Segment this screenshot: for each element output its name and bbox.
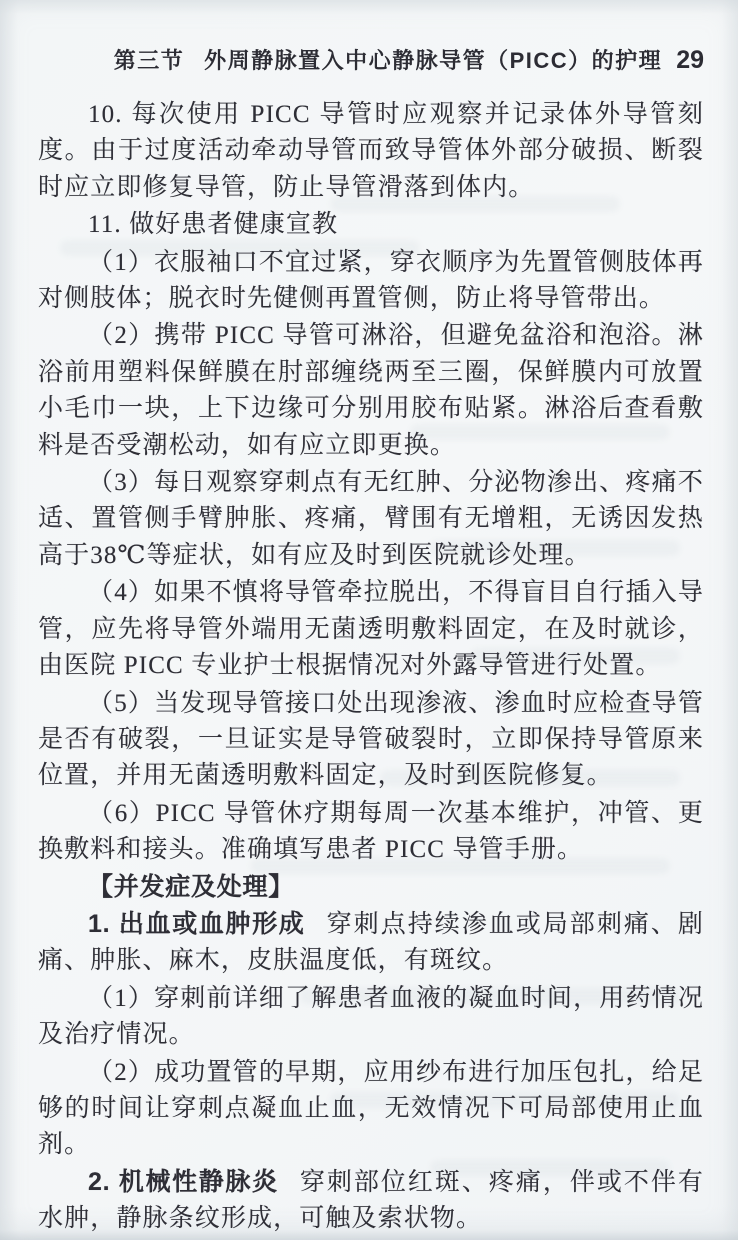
para-complication-2 — [38, 1164, 704, 1238]
para-complication-1-sub-2 — [38, 1054, 704, 1164]
para-sub-4 — [38, 574, 704, 684]
chapter-title: 外周静脉置入中心静脉导管（PICC）的护理 — [204, 48, 663, 73]
para-complication-1-sub-1 — [38, 980, 704, 1054]
para-complication-1 — [38, 906, 704, 980]
para-text: （1）穿刺前详细了解患者血液的凝血时间，用药情况及治疗情况。 — [38, 984, 704, 1049]
page-number: 29 — [676, 46, 704, 74]
para-text: （6）PICC 导管休疗期每周一次基本维护，冲管、更换敷料和接头。准确填写患者 PICC 导管手册。 — [38, 799, 704, 864]
para-text: （2）成功置管的早期，应用纱布进行加压包扎，给足够的时间让穿刺点凝血止血，无效情况下可局部使用止血剂。 — [38, 1058, 704, 1159]
para-text: （5）当发现导管接口处出现渗液、渗血时应检查导管是否有破裂，一旦证实是导管破裂时，立即保持导管原来位置，并用无菌透明敷料固定，及时到医院修复。 — [38, 689, 704, 790]
complication-title: 1. 出血或血肿形成 — [88, 909, 306, 938]
section-number: 第三节 — [113, 48, 185, 73]
para-sub-2 — [38, 317, 704, 464]
complication-title: 2. 机械性静脉炎 — [88, 1167, 279, 1196]
para-text: （3）每日观察穿刺点有无红肿、分泌物渗出、疼痛不适、置管侧手臂肿胀、疼痛，臂围有无增粗，无诱因发热高于38℃等症状，如有应及时到医院就诊处理。 — [38, 469, 704, 569]
running-head — [0, 44, 704, 75]
para-text: 10. 每次使用 PICC 导管时应观察并记录体外导管刻度。由于过度活动牵动导管而致导管体外部分破损、断裂时应立即修复导管，防止导管滑落到体内。 — [38, 101, 704, 201]
para-text: 11. 做好患者健康宣教 — [88, 211, 339, 239]
section-heading-complications — [38, 869, 704, 906]
para-text: （4）如果不慎将导管牵拉脱出，不得盲目自行插入导管，应先将导管外端用无菌透明敷料固定，在及时就诊，由医院 PICC 专业护士根据情况对外露导管进行处置。 — [38, 579, 704, 680]
para-text: 穿刺点持续渗血或局部刺痛、剧痛、肿胀、麻木，皮肤温度低，有斑纹。 — [38, 910, 704, 975]
para-text: （2）携带 PICC 导管可淋浴，但避免盆浴和泡浴。淋浴前用塑料保鲜膜在肘部缠绕两至三圈，保鲜膜内可放置小毛巾一块，上下边缘可分别用胶布贴紧。淋浴后查看敷料是否受潮松动，如有应立即更换。 — [38, 322, 704, 459]
heading-text: 【并发症及处理】 — [88, 872, 295, 901]
para-text: （1）衣服袖口不宜过紧，穿衣顺序为先置管侧肢体再对侧肢体；脱衣时先健侧再置管侧，防止将导管带出。 — [38, 248, 704, 313]
para-item-10 — [38, 96, 704, 206]
para-item-11 — [38, 206, 704, 243]
para-text: 穿刺部位红斑、疼痛，伴或不伴有水肿，静脉条纹形成，可触及索状物。 — [38, 1168, 704, 1233]
para-sub-5 — [38, 685, 704, 795]
para-sub-6 — [38, 795, 704, 869]
para-sub-3 — [38, 464, 704, 574]
body-text — [38, 96, 704, 1238]
para-sub-1 — [38, 244, 704, 318]
